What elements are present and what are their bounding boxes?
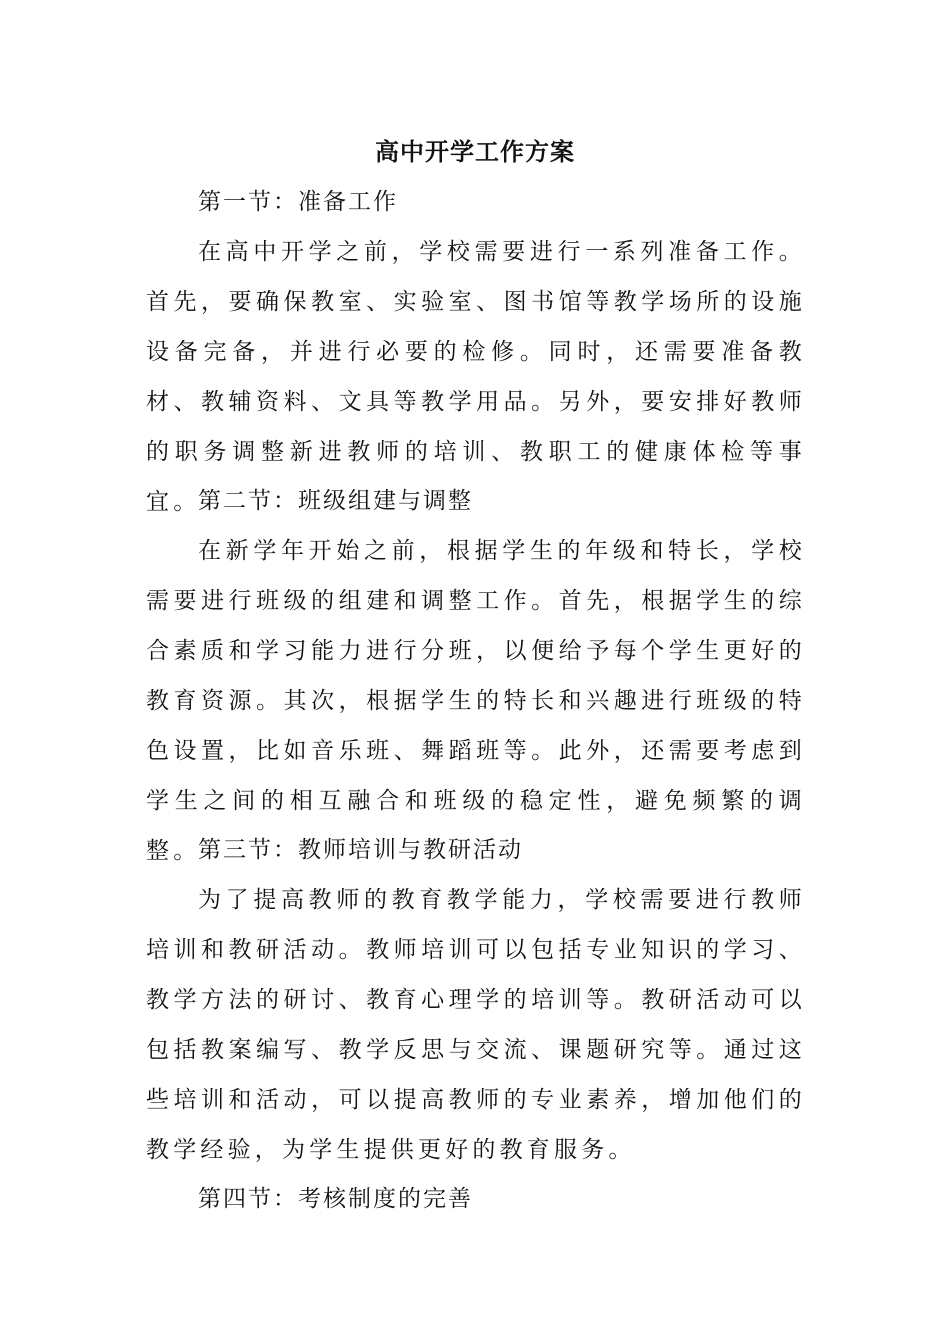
section-body-3: 为了提高教师的教育教学能力，学校需要进行教师培训和教研活动。教师培训可以包括专业知识的学习、教学方法的研讨、教育心理学的培训等。教研活动可以包括教案编写、教学反思与交流、课题研究等。通过这些培训和活动，可以提高教师的专业素养，增加他们的教学经验，为学生提供更好的教育服务。 [146, 887, 806, 1163]
document-title: 高中开学工作方案 [375, 137, 575, 166]
section-heading-4: 第四节：考核制度的完善 [198, 1186, 473, 1212]
section-heading-1: 第一节：准备工作 [198, 189, 398, 215]
section-body-2: 在新学年开始之前，根据学生的年级和特长，学校需要进行班级的组建和调整工作。首先，根据学生的综合素质和学习能力进行分班，以便给予每个学生更好的教育资源。其次，根据学生的特长和兴趣进行班级的特色设置，比如音乐班、舞蹈班等。此外，还需要考虑到学生之间的相互融合和班级的稳定性，避免频繁的调整。 [146, 538, 806, 864]
section-heading-3: 第三节：教师培训与教研活动 [198, 837, 523, 863]
section-body-1: 在高中开学之前，学校需要进行一系列准备工作。首先，要确保教室、实验室、图书馆等教学场所的设施设备完备，并进行必要的检修。同时，还需要准备教材、教辅资料、文具等教学用品。另外，要安排好教师的职务调整新进教师的培训、教职工的健康体检等事宜。 [146, 239, 806, 515]
section-heading-2: 第二节：班级组建与调整 [198, 488, 473, 514]
